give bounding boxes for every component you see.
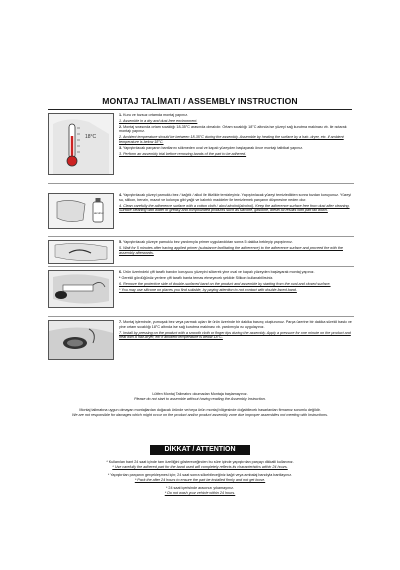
notice-line1-tr: Lütfen Montaj Talimatını okumadan Montaja başlamayınız. [152,392,248,396]
notice-line1-en: Please do not start to assemble without having reading the Assembly Instruction. [134,396,266,401]
notice-read-instructions [58,392,342,401]
step-number: 4. [119,193,123,197]
step-tr: Montaj işleminde, yumuşak bez veya parmak uçları ile ürün üzerinde bir dakika basınç oluşturunuz. Parça üzerine bir dakika sürekli baskı ve yine ortam sıcaklığı 18°C altında ise sağ kurutma makinası vb. yardımıyla ısı uygulayınız. [119,320,352,329]
thermometer-illustration [48,113,114,175]
step-text-7 [119,320,354,341]
step-en: * You may use silicone on places you find suitable, by paying attention to not contact with double-faced band. [119,287,297,292]
attention-item1-en: * Use carefully the adhered part for the band used will completely reflects its characteristics within 24 hours. [112,464,288,469]
step-divider [48,266,354,267]
step-en: 7. Install by pressing on the product with a smooth cloth or finger tips during the assembly. Apply a pressure for one minute on the product and heat with a hair-dryer, etc if ambient temperature is below 18°C. [119,330,351,340]
step-number: 5. [119,240,123,244]
step-text-6 [119,270,354,294]
step-en: 2. Ambient temperature should be between 18-35°C during the assembly. Assemble by heating the surface by a hair- dryer, etc. if ambient temperature is below 18°C. [119,135,344,145]
step-tr: Montaj sırasında ortam sıcaklığı 18-35°C arasında olmalıdır. Ortam sıcaklığı 18°C altında ise yüzeyi sağ kurutma makinası vb. ile ısıtarak montajı yapınız. [119,124,347,134]
page-title: MONTAJ TALİMATI / ASSEMBLY INSTRUCTION [102,96,298,106]
step-en: 3. Perform an assembly trial before removing bands of the part to be adhered. [119,151,247,156]
step-block-4 [48,193,354,239]
step-text-1 [119,113,354,158]
step-tr: Kuru ve tozsuz ortamda montaj yapınız. [122,113,189,117]
notice-line2-tr: Montaj talimatına uygun olmayan montajlardan doğacak üründe ve/veya ürün montaj bölgesinde doğabilecek hasarlardan firmamız sorumlu değildir. [79,408,321,412]
attention-heading: DİKKAT / ATTENTION [150,445,250,455]
step-tr: Gerekli gördüğünüz yerlere çift taraflı banta temas etmeyecek şekilde Silikon kullanabilirsiniz. [120,275,274,280]
attention-text [48,460,352,495]
title-divider [48,109,352,110]
step-tr: Yapıştırılacak yüzeye pamuklu bez yardımıyla primer uygulandıktan sonra 5 dakika bekleyip yapıştırınız. [122,240,293,244]
alcohol-bottle-label: alcohol [94,211,104,215]
notice-liability [58,408,342,417]
step-number: 6. [119,270,123,274]
temperature-label: 18°C [85,134,97,140]
step-number: 1. [119,113,123,117]
step-divider [48,236,354,237]
notice-line2-en: We are not responsible for damages which might occur on the product and/or product assembly zone due improper assemblies not meeting with Instructions. [72,412,328,417]
step-block-7 [48,320,354,364]
step-block-1 [48,113,354,181]
step-en: 5. Wait for 5 minutes after having applied primer (substance facilitating the adherence) to the adherence surface and proceed the with the assembly afterwards. [119,245,343,255]
step-en: 1. Assemble in a dry and dust-free environment. [119,118,198,123]
step-en: 4. Clean carefully the adherence surface with a cotton cloth / alcol alcohol(alcohol). Keep the adherence surface free from dust after cleaning. Surface cleaning with water or greasy and compounded products such as silicone, gasoline, diesel oil results with part fall down. [119,203,350,213]
attention-item1-tr: * Kullanılan bant 24 saat içinde tam özelliğini göstereceğinden bu süre içinde yapıştırılan parçayı dikkatli kullanınız. [106,460,294,464]
step-number: 7. [119,320,123,324]
step-number: 3. [119,145,123,150]
step-tr: Yapıştırılacak parçanın bantlarını sökmeden oval ve kapalı yüzeyden başlayarak önce montajı tatbikat yapınız. [122,145,304,150]
step-text-4 [119,193,354,214]
step-number: * [119,275,121,280]
step-block-6 [48,270,354,320]
step-divider [48,183,354,184]
attention-item3-tr: * 24 saat içerisinde aracınızı yıkamayınız. [165,486,235,490]
attention-item2-en: * Pack the after 24 hours to ensure the part be installed firmly and not get loose. [134,477,266,482]
cleaning-cloth-illustration [48,193,114,229]
step-block-5 [48,240,354,266]
step-tr: Ürün üzerindeki çift taraflı bandın koruyucu yüzeyini sökerek yine oval ve kapalı yüzeyden başlayarak montaj yapınız. [122,270,315,274]
attention-item2-tr: * Yapıştırılan parçanın gerçekleşmesi için; 24 saat sonra sökebileceğiniz kağıt veya ambalaj bandıyla bantlayınız. [107,473,293,477]
primer-application-illustration [48,240,114,264]
step-text-5 [119,240,354,256]
step-divider [48,316,354,317]
step-tr: Yapıştırılacak yüzeyi pamuklu bez / kağıtlı / alkol ile iltizlikle temizleyiniz. Yapıştırılacak yüzeyi temizledikten sonra tozdan koruyunuz. Yüzeyi su, silikon, benzin, mazot ve kolonya gibi yağlı ve kalıntılı maddeler ile temizlemek parçanın düşmesine neden olur. [119,193,352,202]
step-en: 6. Remove the protective side of double-surfaced band on the product and assemble by starting from the oval and closed surface. [119,281,331,286]
attention-item3-en: * Do not wash your vehicle within 24 hours. [164,490,236,495]
step-number: 2. [119,124,123,129]
tape-removal-illustration [48,270,114,308]
pressing-part-illustration [48,320,114,360]
